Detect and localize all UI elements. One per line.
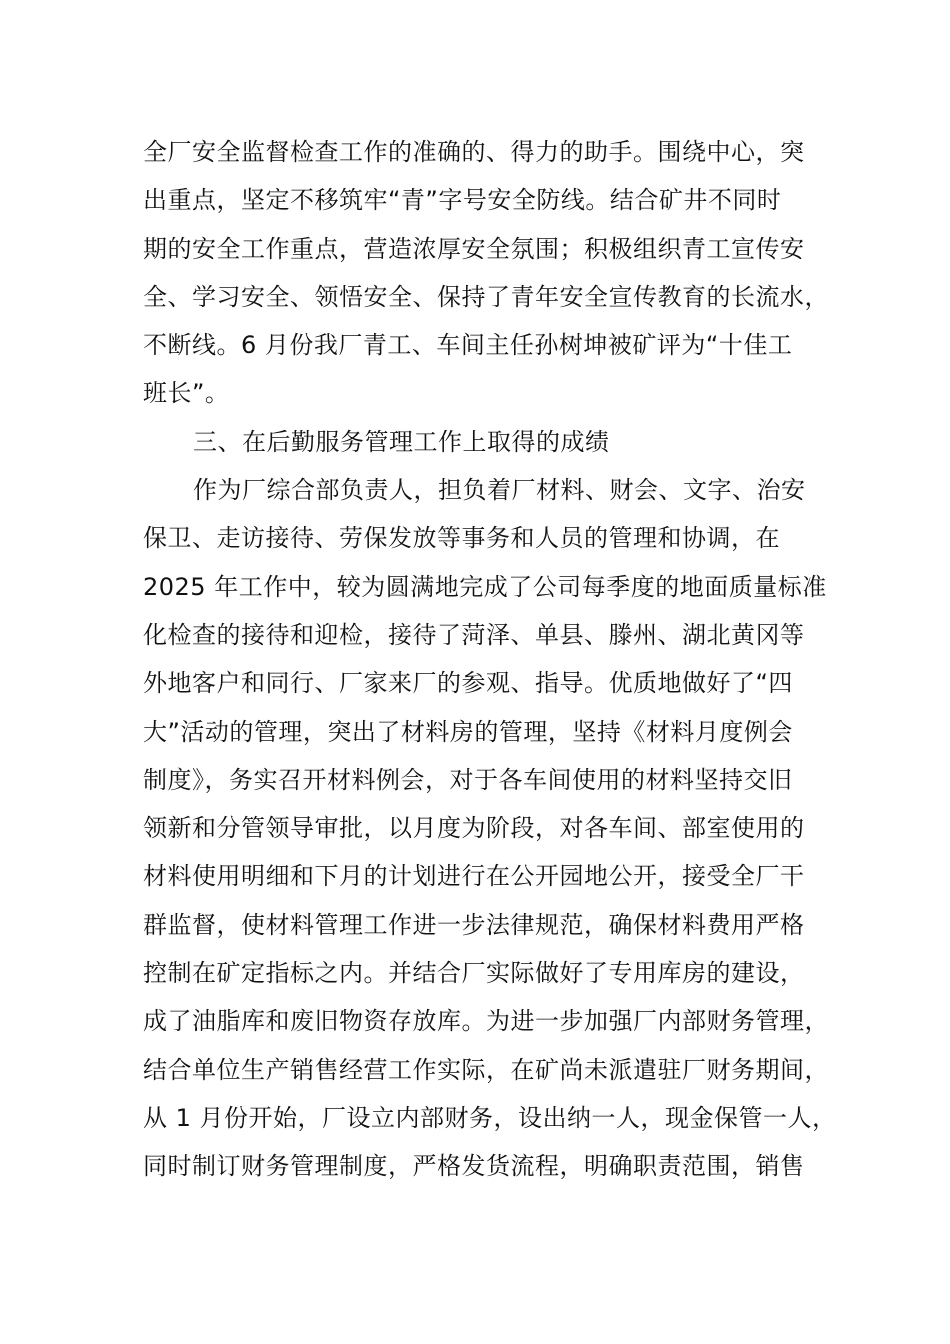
text-line: 控制在矿定指标之内。并结合厂实际做好了专用库房的建设， <box>143 959 805 988</box>
text-line: 从 1 月份开始，厂设立内部财务，设出纳一人，现金保管一人， <box>143 1103 837 1132</box>
text-line: 成了油脂库和废旧物资存放库。为进一步加强厂内部财务管理， <box>143 1007 829 1036</box>
paragraph-start-line: 三、在后勤服务管理工作上取得的成绩 <box>193 427 610 456</box>
text-line: 出重点，坚定不移筑牢“青”字号安全防线。结合矿井不同时 <box>143 186 782 215</box>
text-line: 不断线。6 月份我厂青工、车间主任孙树坤被矿评为“十佳工 <box>143 331 793 360</box>
paragraph-start-line: 作为厂综合部负责人，担负着厂材料、财会、文字、治安 <box>193 476 806 505</box>
text-line: 期的安全工作重点，营造浓厚安全氛围；积极组织青工宣传安 <box>143 234 805 263</box>
text-line: 材料使用明细和下月的计划进行在公开园地公开，接受全厂干 <box>143 862 805 891</box>
text-line: 制度》，务实召开材料例会，对于各车间使用的材料坚持交旧 <box>143 765 793 794</box>
text-line: 化检查的接待和迎检，接待了菏泽、单县、滕州、湖北黄冈等 <box>143 620 805 649</box>
text-line: 外地客户和同行、厂家来厂的参观、指导。优质地做好了“四 <box>143 669 793 698</box>
text-line: 群监督，使材料管理工作进一步法律规范，确保材料费用严格 <box>143 910 805 939</box>
body-text <box>143 128 837 1191</box>
text-line: 保卫、走访接待、劳保发放等事务和人员的管理和协调，在 <box>143 524 780 553</box>
text-line: 结合单位生产销售经营工作实际，在矿尚未派遣驻厂财务期间， <box>143 1055 829 1084</box>
text-line: 班长”。 <box>143 379 230 408</box>
text-line: 全、学习安全、领悟安全、保持了青年安全宣传教育的长流水， <box>143 282 829 311</box>
text-line: 全厂安全监督检查工作的准确的、得力的助手。围绕中心，突 <box>143 138 805 166</box>
text-line: 2025 年工作中，较为圆满地完成了公司每季度的地面质量标准 <box>143 572 827 601</box>
text-line: 领新和分管领导审批，以月度为阶段，对各车间、部室使用的 <box>143 814 805 843</box>
text-line: 大”活动的管理，突出了材料房的管理，坚持《材料月度例会 <box>143 717 793 746</box>
text-line: 同时制订财务管理制度，严格发货流程，明确职责范围，销售 <box>143 1152 805 1181</box>
